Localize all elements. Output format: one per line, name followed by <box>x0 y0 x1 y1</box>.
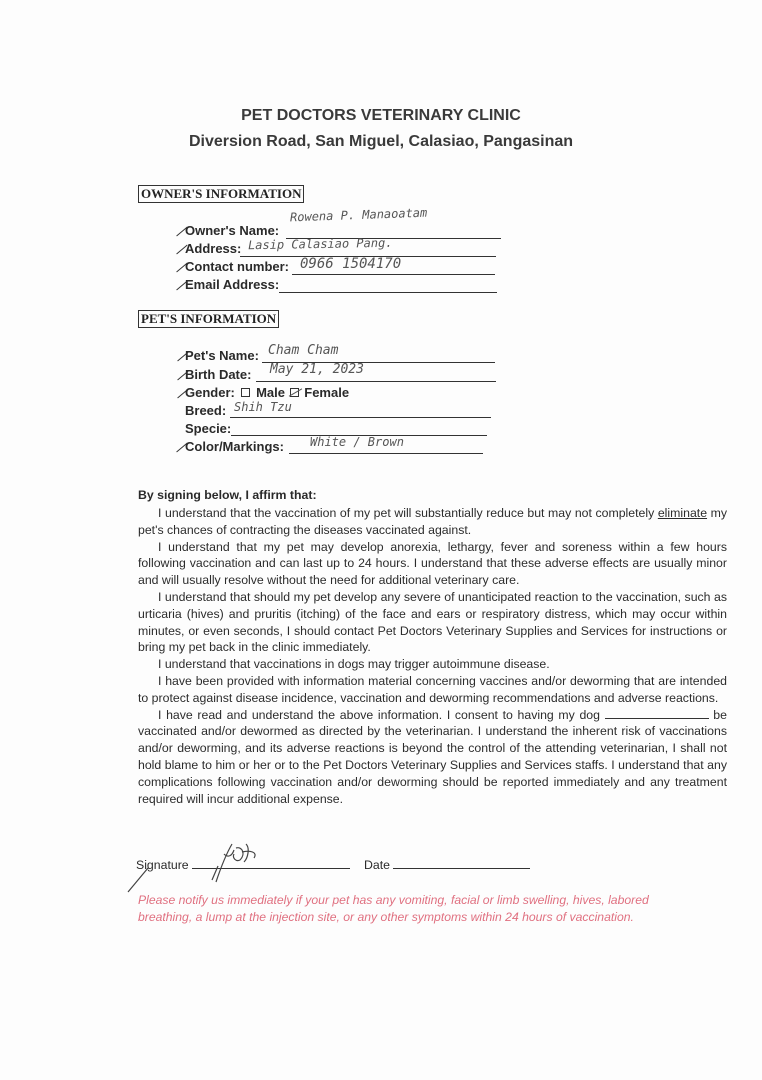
female-option-label: Female <box>304 385 350 400</box>
consent-body <box>138 505 727 807</box>
consent-paragraph-3: I understand that should my pet develop any severe of unanticipated reaction to the vaccination, such as urticaria (hives) and pruritis (itching) of the face and ears or respiratory distress, which may occur within minutes, or even seconds, I should contact Pet Doctors Veterinary Supplies and Services for instructions or bring my pet back in the clinic immediately. <box>138 589 727 655</box>
pet-section-title: PET'S INFORMATION <box>138 310 279 328</box>
specie-label: Specie: <box>185 421 232 436</box>
check-mark-icon <box>288 388 302 397</box>
owner-address-value: Lasip Calasiao Pang. <box>247 235 393 253</box>
consent-paragraph-6: I have read and understand the above information. I consent to having my dog be vaccinated and/or dewormed as directed by the veterinarian. I understand the inherent risk of vaccinations and/or deworming, and its adverse reactions is beyond the control of the attending veterinarian, I shall not hold blame to him or her or to the Pet Doctors Veterinary Supplies and Services staffs. I understand that any complications following vaccination and/or deworming should be reported immediately and any treatment required will incur additional expense. <box>138 707 727 806</box>
date-label: Date <box>364 858 390 872</box>
date-line[interactable] <box>393 858 530 869</box>
clinic-address: Diversion Road, San Miguel, Calasiao, Pangasinan <box>188 133 574 150</box>
contact-number-field[interactable] <box>292 274 495 275</box>
contact-number-value: 0966 1504170 <box>300 256 402 272</box>
consent-heading: By signing below, I affirm that: <box>138 488 317 502</box>
color-markings-field[interactable] <box>289 453 483 454</box>
male-checkbox[interactable] <box>241 388 250 397</box>
email-address-field[interactable] <box>279 292 497 293</box>
breed-value: Shih Tzu <box>234 400 292 414</box>
breed-label: Breed: <box>185 403 227 418</box>
email-address-label: Email Address: <box>185 277 280 292</box>
gender-label: Gender: <box>185 385 235 400</box>
gender-row <box>185 385 349 400</box>
pet-name-label: Pet's Name: <box>185 348 259 363</box>
birth-date-field[interactable] <box>256 381 496 382</box>
owner-name-label: Owner's Name: <box>185 223 280 238</box>
color-markings-label: Color/Markings: <box>185 439 284 454</box>
breed-field[interactable] <box>230 417 491 418</box>
consent-paragraph-4: I understand that vaccinations in dogs may trigger autoimmune disease. <box>158 657 550 672</box>
owner-address-label: Address: <box>185 241 242 256</box>
date-row <box>364 858 530 872</box>
notice-text: Please notify us immediately if your pet has any vomiting, facial or limb swelling, hives, labored breathing, a lump at the injection site, or any other symptoms within 24 hours of vaccination. <box>138 893 649 924</box>
birth-date-label: Birth Date: <box>185 367 252 382</box>
birth-date-value: May 21, 2023 <box>270 362 364 377</box>
owner-section-title: OWNER'S INFORMATION <box>138 185 304 203</box>
owner-name-value: Rowena P. Manaoatam <box>289 205 428 225</box>
consent-paragraph-1: I understand that the vaccination of my pet will substantially reduce but may not completely eliminate my pet's chances of contracting the diseases vaccinated against. <box>138 506 728 537</box>
pet-name-value: Cham Cham <box>268 343 339 358</box>
color-markings-value: White / Brown <box>310 435 404 449</box>
male-option-label: Male <box>256 385 285 400</box>
dog-name-blank[interactable] <box>605 708 709 719</box>
handwritten-signature <box>120 836 270 896</box>
clinic-name: PET DOCTORS VETERINARY CLINIC <box>241 107 521 124</box>
consent-paragraph-2: I understand that my pet may develop anorexia, lethargy, fever and soreness within a few hours following vaccination and can last up to 24 hours. I understand that these adverse effects are usually minor and will usually resolve without the need for additional veterinary care. <box>138 539 727 588</box>
signature-label: Signature <box>136 858 189 872</box>
consent-paragraph-5: I have been provided with information material concerning vaccines and/or deworming that are intended to protect against disease incidence, vaccination and deworming recommendations and adverse reactions. <box>138 673 727 705</box>
underlined-word: eliminate <box>657 506 708 520</box>
female-checkbox[interactable] <box>290 388 299 397</box>
contact-number-label: Contact number: <box>185 259 289 274</box>
